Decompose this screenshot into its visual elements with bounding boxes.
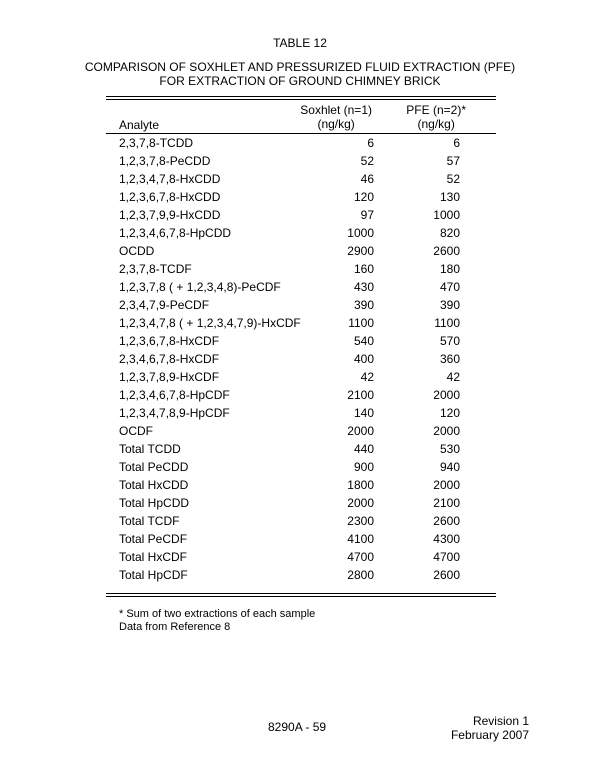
table-row bbox=[106, 154, 496, 172]
table-row bbox=[106, 316, 496, 334]
analyte-cell: 2,3,4,7,9-PeCDF bbox=[119, 298, 210, 312]
soxhlet-cell: 6 bbox=[367, 136, 374, 150]
analyte-cell: 2,3,7,8-TCDD bbox=[119, 136, 194, 150]
header-pfe-line-1: PFE (n=2)* bbox=[406, 103, 466, 117]
soxhlet-cell: 1000 bbox=[347, 226, 374, 240]
analyte-cell: Total TCDD bbox=[119, 442, 181, 456]
revision-info bbox=[451, 714, 529, 742]
table-row bbox=[106, 280, 496, 298]
pfe-cell: 6 bbox=[453, 136, 460, 150]
pfe-cell: 570 bbox=[439, 334, 460, 348]
soxhlet-cell: 160 bbox=[353, 262, 374, 276]
table-row bbox=[106, 352, 496, 370]
soxhlet-cell: 440 bbox=[353, 442, 374, 456]
analyte-cell: Total PeCDF bbox=[119, 532, 188, 546]
soxhlet-cell: 4100 bbox=[347, 532, 374, 546]
soxhlet-cell: 1800 bbox=[347, 478, 374, 492]
table-row bbox=[106, 532, 496, 550]
soxhlet-cell: 900 bbox=[353, 460, 374, 474]
table-row bbox=[106, 208, 496, 226]
pfe-cell: 470 bbox=[439, 280, 460, 294]
table-row bbox=[106, 334, 496, 352]
footnote-asterisk: * Sum of two extractions of each sample bbox=[119, 608, 316, 620]
header-bottom-rule bbox=[106, 133, 496, 134]
caption-line-2: FOR EXTRACTION OF GROUND CHIMNEY BRICK bbox=[159, 74, 441, 88]
analyte-cell: 1,2,3,4,7,8,9-HpCDF bbox=[119, 406, 230, 420]
pfe-cell: 2600 bbox=[433, 514, 460, 528]
table-row bbox=[106, 226, 496, 244]
table-row bbox=[106, 406, 496, 424]
table-number: TABLE 12 bbox=[273, 36, 327, 50]
soxhlet-cell: 2000 bbox=[347, 424, 374, 438]
soxhlet-cell: 2100 bbox=[347, 388, 374, 402]
analyte-cell: 1,2,3,4,6,7,8-HpCDD bbox=[119, 226, 232, 240]
header-soxhlet-line-1: Soxhlet (n=1) bbox=[300, 103, 372, 117]
analyte-cell: OCDD bbox=[119, 244, 155, 258]
pfe-cell: 2000 bbox=[433, 478, 460, 492]
table-caption bbox=[0, 60, 600, 88]
revision-label: Revision 1 bbox=[472, 714, 529, 728]
table-row bbox=[106, 478, 496, 496]
footnotes bbox=[119, 608, 315, 634]
analyte-cell: 1,2,3,7,9,9-HxCDD bbox=[119, 208, 221, 222]
soxhlet-cell: 52 bbox=[360, 154, 374, 168]
soxhlet-cell: 97 bbox=[360, 208, 374, 222]
soxhlet-cell: 2800 bbox=[347, 568, 374, 582]
soxhlet-cell: 140 bbox=[353, 406, 374, 420]
pfe-cell: 2000 bbox=[433, 388, 460, 402]
analyte-cell: 1,2,3,4,7,8 ( + 1,2,3,4,7,9)-HxCDF bbox=[119, 316, 301, 330]
header-pfe-line-2: (ng/kg) bbox=[417, 117, 455, 131]
table-row bbox=[106, 514, 496, 532]
pfe-cell: 2600 bbox=[433, 568, 460, 582]
table-row bbox=[106, 568, 496, 586]
pfe-cell: 360 bbox=[439, 352, 460, 366]
header-pfe bbox=[406, 103, 466, 131]
pfe-cell: 2100 bbox=[433, 496, 460, 510]
table-row bbox=[106, 460, 496, 478]
header-soxhlet-line-2: (ng/kg) bbox=[317, 117, 355, 131]
pfe-cell: 180 bbox=[439, 262, 460, 276]
table-row bbox=[106, 370, 496, 388]
table-top-rule bbox=[106, 96, 496, 100]
table-row bbox=[106, 262, 496, 280]
pfe-cell: 1000 bbox=[433, 208, 460, 222]
analyte-cell: Total PeCDD bbox=[119, 460, 189, 474]
pfe-cell: 42 bbox=[446, 370, 460, 384]
analyte-cell: Total HxCDF bbox=[119, 550, 188, 564]
header-soxhlet bbox=[300, 103, 372, 131]
soxhlet-cell: 2900 bbox=[347, 244, 374, 258]
table-bottom-rule bbox=[106, 593, 496, 597]
pfe-cell: 2000 bbox=[433, 424, 460, 438]
soxhlet-cell: 390 bbox=[353, 298, 374, 312]
table-row bbox=[106, 550, 496, 568]
table-row bbox=[106, 244, 496, 262]
soxhlet-cell: 400 bbox=[353, 352, 374, 366]
analyte-cell: Total HpCDD bbox=[119, 496, 190, 510]
header-analyte: Analyte bbox=[119, 118, 160, 132]
analyte-cell: 1,2,3,4,6,7,8-HpCDF bbox=[119, 388, 230, 402]
pfe-cell: 4300 bbox=[433, 532, 460, 546]
analyte-cell: 1,2,3,7,8-PeCDD bbox=[119, 154, 211, 168]
soxhlet-cell: 4700 bbox=[347, 550, 374, 564]
pfe-cell: 120 bbox=[439, 406, 460, 420]
pfe-cell: 940 bbox=[439, 460, 460, 474]
table-row bbox=[106, 442, 496, 460]
footnote-source: Data from Reference 8 bbox=[119, 621, 231, 633]
table-row bbox=[106, 424, 496, 442]
pfe-cell: 130 bbox=[439, 190, 460, 204]
table-row bbox=[106, 136, 496, 154]
analyte-cell: 1,2,3,7,8,9-HxCDF bbox=[119, 370, 220, 384]
pfe-cell: 1100 bbox=[434, 316, 460, 330]
soxhlet-cell: 46 bbox=[360, 172, 374, 186]
soxhlet-cell: 540 bbox=[353, 334, 374, 348]
table-row bbox=[106, 388, 496, 406]
analyte-cell: 1,2,3,6,7,8-HxCDD bbox=[119, 190, 221, 204]
pfe-cell: 2600 bbox=[433, 244, 460, 258]
analyte-cell: 2,3,4,6,7,8-HxCDF bbox=[119, 352, 220, 366]
soxhlet-cell: 120 bbox=[353, 190, 374, 204]
analyte-cell: OCDF bbox=[119, 424, 153, 438]
analyte-cell: 1,2,3,6,7,8-HxCDF bbox=[119, 334, 220, 348]
soxhlet-cell: 42 bbox=[360, 370, 374, 384]
pfe-cell: 530 bbox=[439, 442, 460, 456]
analyte-cell: 1,2,3,4,7,8-HxCDD bbox=[119, 172, 221, 186]
table-row bbox=[106, 172, 496, 190]
analyte-cell: 1,2,3,7,8 ( + 1,2,3,4,8)-PeCDF bbox=[119, 280, 281, 294]
pfe-cell: 4700 bbox=[433, 550, 460, 564]
table-row bbox=[106, 496, 496, 514]
table-row bbox=[106, 190, 496, 208]
analyte-cell: Total TCDF bbox=[119, 514, 180, 528]
soxhlet-cell: 1100 bbox=[348, 316, 374, 330]
soxhlet-cell: 430 bbox=[353, 280, 374, 294]
analyte-cell: Total HpCDF bbox=[119, 568, 188, 582]
soxhlet-cell: 2300 bbox=[347, 514, 374, 528]
soxhlet-cell: 2000 bbox=[347, 496, 374, 510]
page-number: 8290A - 59 bbox=[268, 720, 327, 734]
analyte-cell: Total HxCDD bbox=[119, 478, 189, 492]
revision-date: February 2007 bbox=[450, 728, 529, 742]
table-row bbox=[106, 298, 496, 316]
pfe-cell: 390 bbox=[439, 298, 460, 312]
pfe-cell: 57 bbox=[446, 154, 460, 168]
caption-line-1: COMPARISON OF SOXHLET AND PRESSURIZED FLUID EXTRACTION (PFE) bbox=[84, 60, 516, 74]
pfe-cell: 52 bbox=[446, 172, 460, 186]
pfe-cell: 820 bbox=[439, 226, 460, 240]
analyte-cell: 2,3,7,8-TCDF bbox=[119, 262, 192, 276]
